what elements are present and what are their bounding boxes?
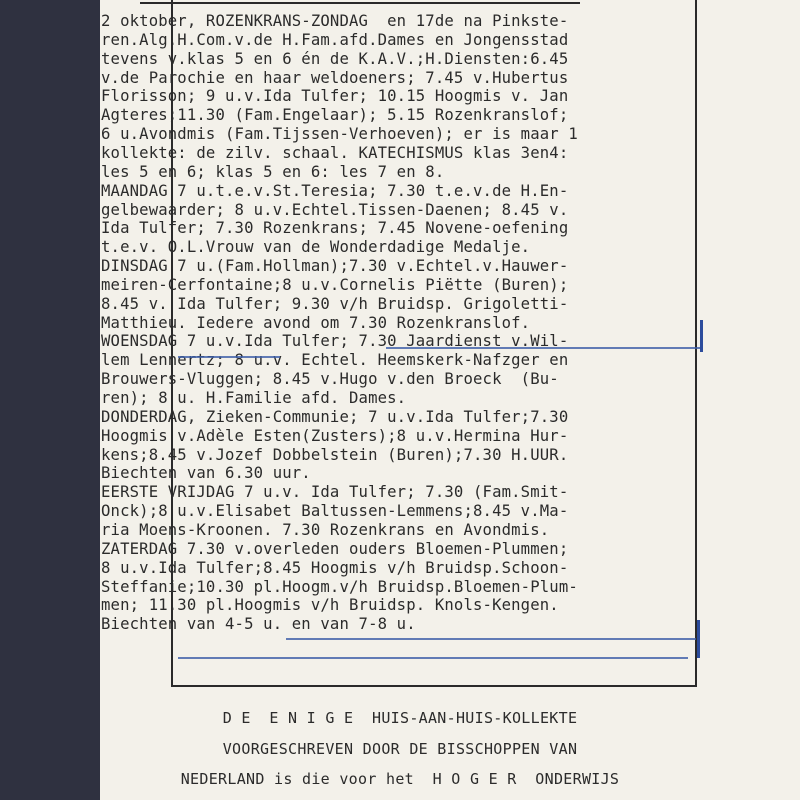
bulletin-line: kens;8.45 v.Jozef Dobbelstein (Buren);7.30 H.UUR. <box>101 445 569 464</box>
bulletin-line: ren); 8 u. H.Familie afd. Dames. <box>101 389 407 407</box>
bulletin-line: Biechten van 4-5 u. en van 7-8 u. <box>101 615 416 634</box>
bulletin-line: 8 u.v.Ida Tulfer;8.45 Hoogmis v/h Bruidsp.Schoon- <box>101 558 569 577</box>
bulletin-line: 8.45 v. Ida Tulfer; 9.30 v/h Bruidsp. Grigoletti- <box>101 294 569 313</box>
pen-underline <box>178 657 688 659</box>
bulletin-line: kollekte: de zilv. schaal. KATECHISMUS klas 3en4: <box>101 143 569 162</box>
bulletin-line: Matthieu. Iedere avond om 7.30 Rozenkranslof. <box>101 313 531 332</box>
bulletin-line: gelbewaarder; 8 u.v.Echtel.Tissen-Daenen; 8.45 v. <box>101 200 569 219</box>
bulletin-line: Onck);8 u.v.Elisabet Baltussen-Lemmens;8.45 v.Ma- <box>101 502 569 521</box>
bulletin-line: DINSDAG 7 u.(Fam.Hollman);7.30 v.Echtel.v.Hauwer- <box>101 257 569 276</box>
bulletin-line: men; 11.30 pl.Hoogmis v/h Bruidsp. Knols-Kengen. <box>101 596 559 615</box>
bulletin-line: Steffanie;10.30 pl.Hoogm.v/h Bruidsp.Bloemen-Plum- <box>101 577 578 596</box>
bulletin-line: DONDERDAG, Zieken-Communie; 7 u.v.Ida Tulfer;7.30 <box>101 407 569 426</box>
footer-line-1: D E E N I G E HUIS-AAN-HUIS-KOLLEKTE <box>222 709 578 727</box>
bulletin-line: MAANDAG 7 u.t.e.v.St.Teresia; 7.30 t.e.v.de H.En- <box>101 181 569 200</box>
bulletin-line: ZATERDAG 7.30 v.overleden ouders Bloemen-Plummen; <box>101 539 569 558</box>
bulletin-line: les 5 en 6; klas 5 en 6: les 7 en 8. <box>101 162 445 181</box>
bulletin-line: Agteres;11.30 (Fam.Engelaar); 5.15 Rozenkranslof; <box>101 106 569 125</box>
bulletin-line: WOENSDAG 7 u.v.Ida Tulfer; 7.30 Jaardienst v.Wil- <box>101 332 569 351</box>
bulletin-line: tevens v.klas 5 en 6 én de K.A.V.;H.Diensten:6.45 <box>101 49 569 68</box>
bulletin-line: 6 u.Avondmis (Fam.Tijssen-Verhoeven); er is maar 1 <box>101 125 578 144</box>
pen-margin-bar <box>700 320 703 352</box>
bulletin-line: Biechten van 6.30 uur. <box>101 464 311 483</box>
bulletin-line: meiren-Cerfontaine;8 u.v.Cornelis Piëtte (Buren); <box>101 275 569 294</box>
bulletin-line: Ida Tulfer; 7.30 Rozenkrans; 7.45 Novene-oefening <box>101 219 569 238</box>
header-rule <box>140 0 580 4</box>
bulletin-line: ria Moens-Kroonen. 7.30 Rozenkrans en Avondmis. <box>101 520 550 539</box>
pen-margin-bar <box>697 620 700 658</box>
bulletin-line: Brouwers-Vluggen; 8.45 v.Hugo v.den Broeck (Bu- <box>101 370 559 389</box>
pen-underline <box>178 356 280 358</box>
bulletin-line: ren.Alg.H.Com.v.de H.Fam.afd.Dames en Jongensstad <box>101 30 569 49</box>
bulletin-line: EERSTE VRIJDAG 7 u.v. Ida Tulfer; 7.30 (Fam.Smit- <box>101 483 569 502</box>
bulletin-line: 2 oktober, ROZENKRANS-ZONDAG en 17de na Pinkste- <box>101 12 569 30</box>
footer-line-2: VOORGESCHREVEN DOOR DE BISSCHOPPEN VAN <box>222 740 578 758</box>
pen-underline <box>386 347 701 349</box>
bulletin-line: v.de Parochie en haar weldoeners; 7.45 v.Hubertus <box>101 68 569 87</box>
bulletin-line: lem Lennertz; 8 u.v. Echtel. Heemskerk-Nafzger en <box>101 351 569 370</box>
bulletin-line: Hoogmis v.Adèle Esten(Zusters);8 u.v.Hermina Hur- <box>101 426 569 445</box>
pen-underline <box>286 638 696 640</box>
footer-line-3: NEDERLAND is die voor het H O G E R ONDERWIJS <box>180 770 620 788</box>
bulletin-line: t.e.v. O.L.Vrouw van de Wonderdadige Medalje. <box>101 238 531 257</box>
bulletin-line: Florisson; 9 u.v.Ida Tulfer; 10.15 Hoogmis v. Jan <box>101 87 569 106</box>
